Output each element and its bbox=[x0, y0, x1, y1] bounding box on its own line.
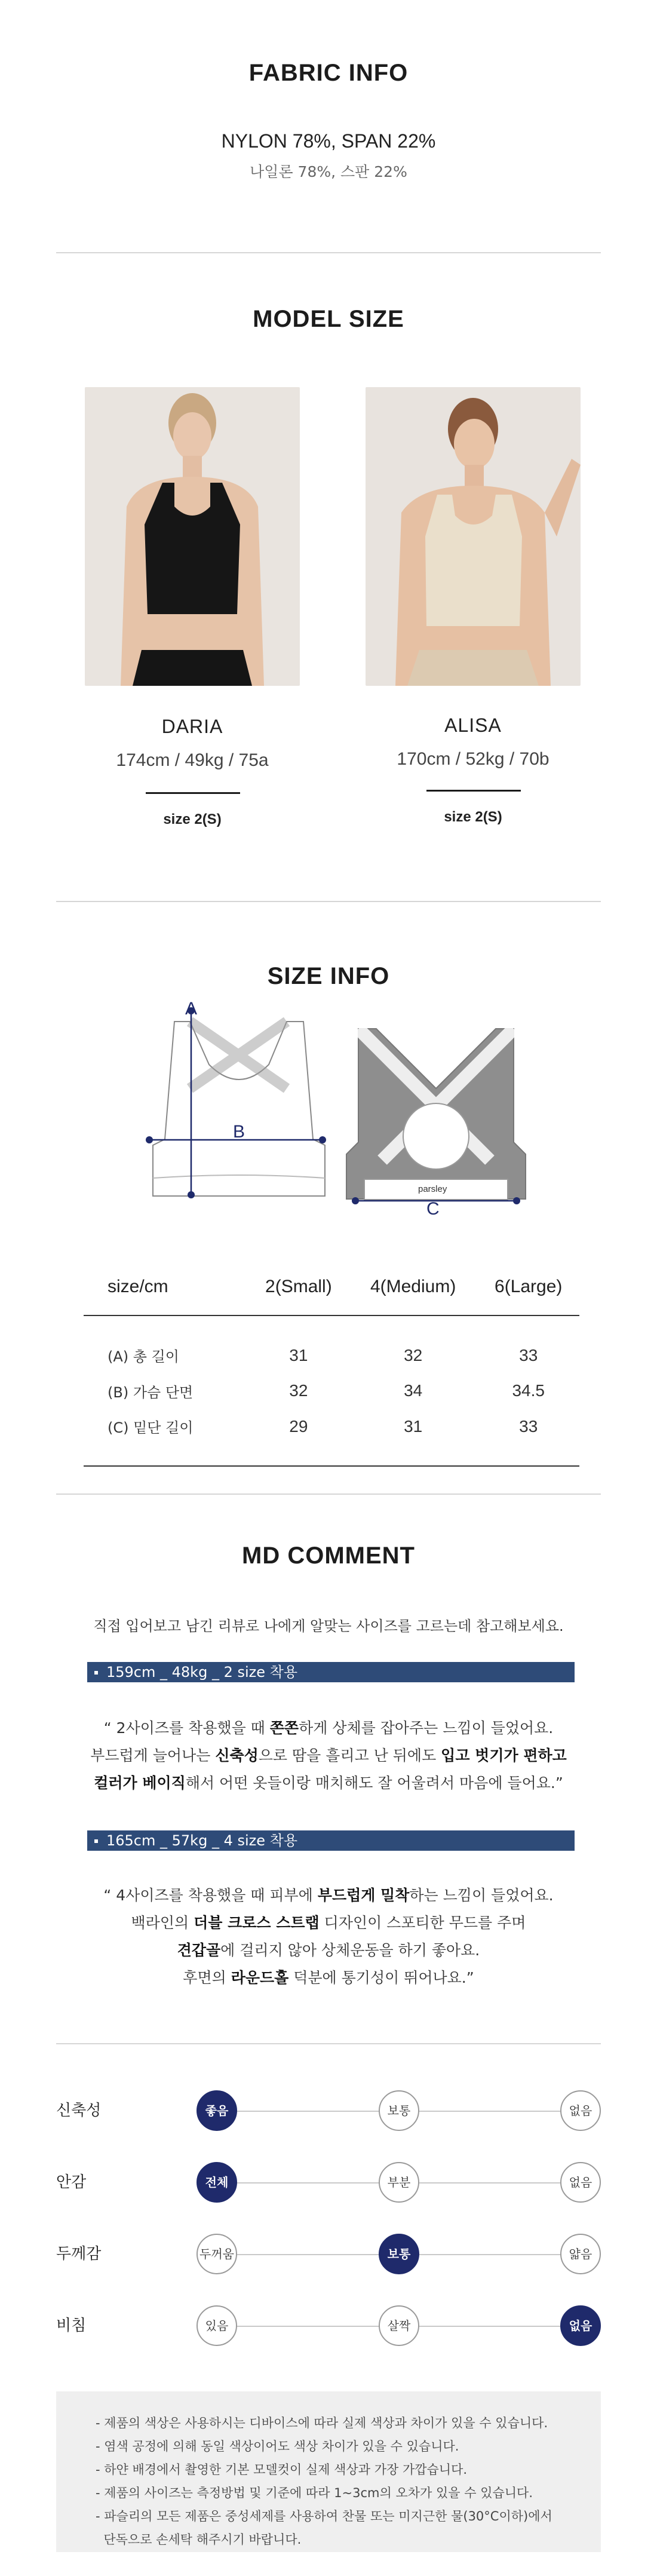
rating-row-stretch bbox=[56, 2087, 601, 2135]
rating-option: 없음 bbox=[560, 2305, 601, 2346]
care-note: - 하얀 배경에서 촬영한 기본 모델컷이 실제 색상과 가장 가깝습니다. bbox=[96, 2462, 468, 2477]
size-row-label: (C) 밑단 길이 bbox=[84, 1409, 248, 1466]
label-b: B bbox=[233, 1122, 245, 1142]
rating-row-sheerness bbox=[56, 2302, 601, 2350]
rating-option: 보통 bbox=[379, 2090, 419, 2131]
review-tag: 165cm _ 57kg _ 4 size 착용 bbox=[106, 1832, 298, 1849]
review-line: 컬러가 베이직해서 어떤 옷들이랑 매치해도 잘 어울려서 마음에 들어요.” bbox=[94, 1774, 563, 1792]
review-line: 부드럽게 늘어나는 신축성으로 땀을 흘리고 난 뒤에도 입고 벗기가 편하고 bbox=[90, 1747, 567, 1764]
bullet-icon bbox=[94, 1671, 98, 1675]
label-c: C bbox=[426, 1199, 440, 1219]
size-cell: 31 bbox=[349, 1409, 478, 1466]
rating-option: 없음 bbox=[560, 2090, 601, 2131]
size-table-header bbox=[84, 1258, 579, 1315]
model-stats-daria: 174cm / 49kg / 75a bbox=[116, 750, 269, 770]
rating-label: 신축성 bbox=[56, 2102, 102, 2120]
md-comment-title: MD COMMENT bbox=[242, 1542, 415, 1569]
review-line: 후면의 라운드홀 덕분에 통기성이 뛰어나요.” bbox=[183, 1969, 474, 1986]
size-header-cell: size/cm bbox=[84, 1258, 248, 1315]
care-note: - 제품의 색상은 사용하시는 디바이스에 따라 실제 색상과 차이가 있을 수 있습니다. bbox=[96, 2416, 548, 2430]
table-row bbox=[84, 1315, 579, 1373]
review-line: 견갑골에 걸리지 않아 상체운동을 하기 좋아요. bbox=[177, 1942, 480, 1959]
rating-option: 좋음 bbox=[197, 2090, 237, 2131]
rating-label: 두께감 bbox=[56, 2245, 102, 2263]
fabric-title: FABRIC INFO bbox=[248, 60, 409, 86]
section-divider bbox=[56, 901, 601, 902]
review-line: “ 2사이즈를 착용했을 때 쫀쫀하게 상체를 잡아주는 느낌이 들었어요. bbox=[103, 1719, 554, 1737]
rating-option: 있음 bbox=[197, 2305, 237, 2346]
rating-option: 얇음 bbox=[560, 2234, 601, 2274]
table-row bbox=[84, 1373, 579, 1409]
section-divider bbox=[56, 252, 601, 253]
rating-label: 안감 bbox=[56, 2173, 87, 2191]
size-cell: 29 bbox=[248, 1409, 349, 1466]
size-cell: 34.5 bbox=[512, 1381, 545, 1400]
size-row-label: (B) 가슴 단면 bbox=[108, 1384, 194, 1401]
model-name-alisa: ALISA bbox=[444, 714, 502, 736]
rating-option: 전체 bbox=[197, 2162, 237, 2203]
size-info-title: SIZE INFO bbox=[267, 963, 390, 989]
model-photo-daria bbox=[85, 387, 300, 686]
model-name-daria: DARIA bbox=[161, 716, 223, 737]
rating-option: 보통 bbox=[379, 2234, 419, 2274]
size-header-cell: 2(Small) bbox=[248, 1258, 349, 1315]
back-view-diagram bbox=[340, 1023, 532, 1208]
review-line: 백라인의 더블 크로스 스트랩 디자인이 스포티한 무드를 주며 bbox=[131, 1914, 526, 1931]
rating-option: 없음 bbox=[560, 2162, 601, 2203]
review-tag-bar bbox=[87, 1830, 575, 1851]
size-header-cell: 4(Medium) bbox=[349, 1258, 478, 1315]
rating-label: 비침 bbox=[56, 2317, 87, 2335]
model-size-daria: size 2(S) bbox=[163, 811, 222, 827]
rating-option: 살짝 bbox=[379, 2305, 419, 2346]
section-divider bbox=[56, 1494, 601, 1495]
bullet-icon bbox=[94, 1839, 98, 1843]
size-header-cell: 6(Large) bbox=[477, 1258, 579, 1315]
rating-option: 부분 bbox=[379, 2162, 419, 2203]
rating-row-lining bbox=[56, 2158, 601, 2206]
review-tag-bar bbox=[87, 1662, 575, 1682]
care-note: - 염색 공정에 의해 동일 색상이어도 색상 차이가 있을 수 있습니다. bbox=[96, 2439, 459, 2454]
fabric-composition-ko: 나일론 78%, 스판 22% bbox=[250, 163, 407, 180]
review-quote bbox=[0, 1882, 657, 1992]
front-view-diagram bbox=[143, 999, 340, 1208]
care-note: - 제품의 사이즈는 측정방법 및 기준에 따라 1~3cm의 오차가 있을 수 있습니다. bbox=[96, 2486, 533, 2500]
model-size-title: MODEL SIZE bbox=[253, 306, 404, 332]
review-line: “ 4사이즈를 착용했을 때 피부에 부드럽게 밀착하는 느낌이 들었어요. bbox=[103, 1887, 554, 1904]
size-cell: 33 bbox=[519, 1345, 538, 1364]
table-row bbox=[84, 1409, 579, 1466]
rating-row-thickness bbox=[56, 2230, 601, 2278]
brand-label: parsley bbox=[418, 1184, 447, 1194]
model-underline bbox=[426, 790, 521, 792]
label-a: A bbox=[185, 999, 198, 1019]
model-underline bbox=[146, 792, 240, 794]
care-note: - 파슬리의 모든 제품은 중성세제를 사용하여 찬물 또는 미지근한 물(30°C이하)에서 bbox=[96, 2509, 552, 2523]
model-stats-alisa: 170cm / 52kg / 70b bbox=[397, 749, 549, 769]
model-photo-alisa bbox=[366, 387, 581, 686]
rating-option: 두꺼움 bbox=[197, 2234, 237, 2274]
care-notes-box bbox=[56, 2391, 601, 2552]
size-row-label: (A) 총 길이 bbox=[108, 1348, 179, 1365]
size-cell: 33 bbox=[477, 1409, 579, 1466]
section-divider bbox=[56, 2043, 601, 2044]
fabric-composition-en: NYLON 78%, SPAN 22% bbox=[221, 130, 436, 152]
model-size-alisa: size 2(S) bbox=[444, 809, 502, 825]
size-table bbox=[84, 1258, 579, 1467]
size-cell: 32 bbox=[289, 1381, 308, 1400]
size-cell: 34 bbox=[404, 1381, 423, 1400]
review-quote bbox=[0, 1715, 657, 1797]
md-comment-intro: 직접 입어보고 남긴 리뷰로 나에게 알맞는 사이즈를 고르는데 참고해보세요. bbox=[93, 1618, 564, 1634]
care-note: 단독으로 손세탁 해주시기 바랍니다. bbox=[96, 2532, 302, 2547]
size-cell: 31 bbox=[289, 1345, 308, 1364]
review-tag: 159cm _ 48kg _ 2 size 착용 bbox=[106, 1664, 298, 1680]
size-cell: 32 bbox=[404, 1345, 423, 1364]
